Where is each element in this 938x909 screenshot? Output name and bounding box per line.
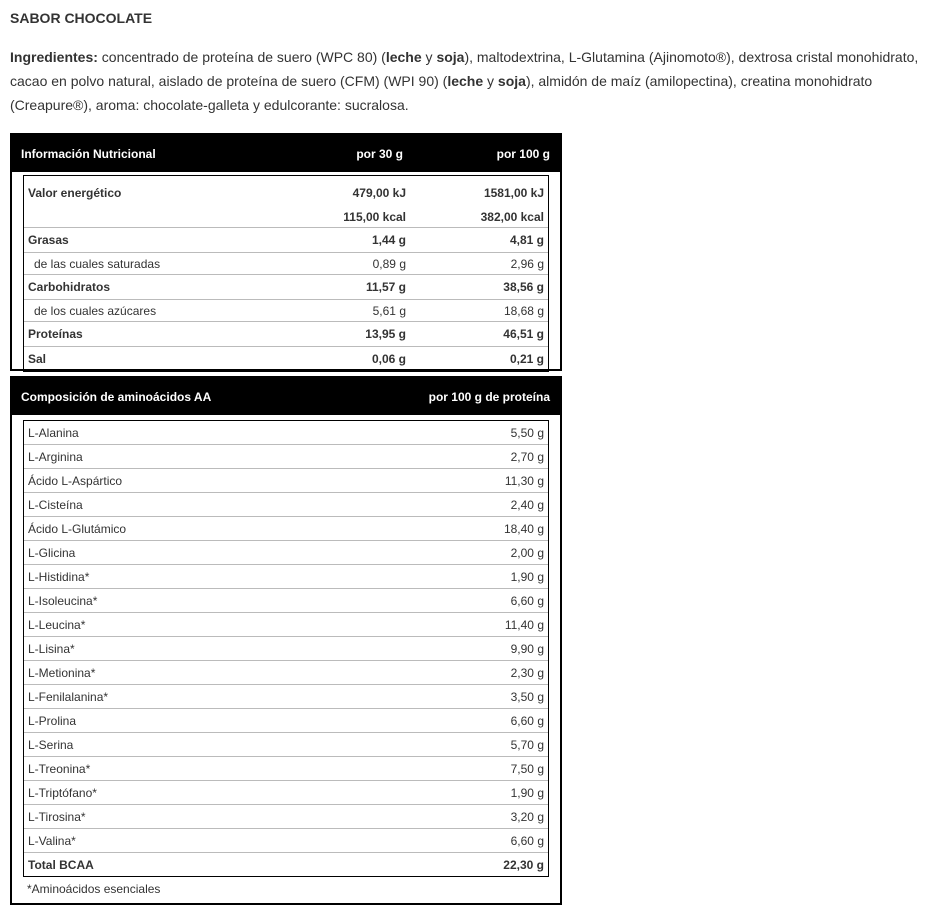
nutrition-row (24, 253, 548, 275)
amino-row (24, 493, 548, 517)
nutrient-value-per30: 1,44 g (371, 233, 406, 247)
flavor-title: SABOR CHOCOLATE (10, 10, 153, 26)
nutrient-name: Grasas (28, 233, 69, 247)
nutrient-value-per100: 46,51 g (503, 327, 544, 341)
amino-name: L-Isoleucina* (28, 593, 98, 608)
amino-value: 2,30 g (510, 665, 544, 680)
allergen-text: leche (385, 49, 422, 65)
amino-row (24, 517, 548, 541)
nutrition-table-body (23, 175, 549, 372)
nutrient-value-per30: 0,06 g (371, 352, 406, 366)
amino-name: L-Fenilalanina* (28, 689, 109, 704)
ingredients-text (10, 45, 935, 117)
nutrition-table (10, 133, 562, 371)
amino-row (24, 445, 548, 469)
ingredients-label: Ingredientes: (10, 49, 98, 65)
amino-row (24, 829, 548, 853)
amino-row (24, 421, 548, 445)
amino-header-per100: por 100 g de proteína (428, 389, 550, 404)
amino-row (24, 589, 548, 613)
allergen-text: soja (436, 49, 465, 65)
nutrition-row (24, 347, 548, 372)
amino-total-name: Total BCAA (28, 857, 94, 872)
amino-header-name: Composición de aminoácidos AA (21, 389, 212, 404)
amino-value: 6,60 g (510, 593, 544, 608)
nutrient-name: de los cuales azúcares (34, 303, 157, 318)
nutrient-value-per30: 11,57 g (365, 280, 406, 294)
amino-row (24, 805, 548, 829)
allergen-text: leche (447, 73, 484, 89)
nutrition-header-per100: por 100 g (496, 146, 550, 161)
amino-name: L-Leucina* (28, 617, 86, 632)
amino-name: L-Triptófano* (28, 785, 97, 800)
nutrient-value-per100: 4,81 g (509, 233, 544, 247)
nutrition-header-per30: por 30 g (356, 146, 403, 161)
nutrition-row (24, 206, 548, 228)
amino-name: L-Glicina (28, 545, 76, 560)
amino-row (24, 565, 548, 589)
nutrition-table-header (12, 135, 560, 172)
amino-value: 5,70 g (510, 737, 544, 752)
amino-name: L-Alanina (28, 425, 79, 440)
amino-row (24, 613, 548, 637)
amino-value: 3,20 g (510, 809, 544, 824)
amino-row (24, 709, 548, 733)
amino-row (24, 757, 548, 781)
nutrient-value-per30: 479,00 kJ (352, 186, 406, 200)
nutrition-row (24, 176, 548, 206)
amino-value: 11,40 g (504, 617, 544, 632)
nutrient-name: Sal (28, 352, 47, 366)
nutrient-value-per100: 382,00 kcal (480, 209, 544, 224)
nutrient-name: Carbohidratos (28, 280, 111, 294)
nutrition-row (24, 300, 548, 322)
nutrient-value-per30: 13,95 g (365, 327, 406, 341)
amino-value: 7,50 g (510, 761, 544, 776)
amino-value: 2,00 g (510, 545, 544, 560)
amino-row (24, 733, 548, 757)
amino-value: 2,40 g (510, 497, 544, 512)
ingredients-list (10, 49, 918, 113)
nutrient-value-per100: 0,21 g (509, 352, 544, 366)
nutrition-row (24, 322, 548, 347)
amino-value: 9,90 g (510, 641, 544, 656)
amino-value: 6,60 g (510, 833, 544, 848)
amino-value: 5,50 g (510, 425, 544, 440)
amino-name: L-Tirosina* (28, 809, 86, 824)
amino-table (10, 376, 562, 905)
amino-name: L-Prolina (28, 713, 77, 728)
amino-name: L-Serina (28, 737, 74, 752)
amino-value: 6,60 g (510, 713, 544, 728)
amino-row (24, 541, 548, 565)
amino-name: L-Lisina* (28, 641, 75, 656)
nutrient-value-per100: 38,56 g (503, 280, 544, 294)
amino-value: 11,30 g (504, 473, 544, 488)
nutrient-value-per100: 1581,00 kJ (483, 186, 544, 200)
amino-row (24, 661, 548, 685)
ingredients-segment: ), maltodextrina, L-Glutamina (Ajinomoto®), dextrosa cristal monohidrato, cacao en polvo natural, aislado de proteína de suero (CFM) (WPI 90) ( (10, 49, 919, 89)
amino-row (24, 685, 548, 709)
nutrient-value-per30: 115,00 kcal (343, 209, 406, 224)
ingredients-segment: concentrado de proteína de suero (WPC 80) ( (97, 49, 386, 65)
amino-name: Ácido L-Glutámico (28, 521, 127, 536)
amino-table-body (23, 420, 549, 877)
amino-value: 3,50 g (510, 689, 544, 704)
amino-name: Ácido L-Aspártico (28, 473, 123, 488)
amino-name: L-Metionina* (28, 665, 96, 680)
amino-value: 1,90 g (510, 569, 544, 584)
ingredients-segment: y (483, 73, 498, 89)
amino-name: L-Cisteína (28, 497, 83, 512)
nutrient-name: Proteínas (28, 327, 83, 341)
nutrition-header-name: Información Nutricional (21, 146, 156, 161)
amino-value: 1,90 g (510, 785, 544, 800)
ingredients-segment: y (421, 49, 437, 65)
amino-name: L-Valina* (28, 833, 76, 848)
nutrition-row (24, 275, 548, 300)
nutrient-value-per30: 0,89 g (372, 256, 406, 271)
nutrient-name: Valor energético (28, 186, 122, 200)
nutrition-row (24, 228, 548, 253)
amino-value: 2,70 g (510, 449, 544, 464)
nutrient-value-per100: 18,68 g (503, 303, 544, 318)
nutrient-name: de las cuales saturadas (34, 256, 161, 271)
amino-total-value: 22,30 g (503, 857, 544, 872)
ingredients-segment: ), almidón de maíz (amilopectina), creatina monohidrato (Creapure®), aroma: chocolate-galleta y edulcorante: sucralosa. (10, 73, 873, 113)
essential-amino-note: *Aminoácidos esenciales (27, 882, 161, 896)
amino-name: L-Treonina* (28, 761, 91, 776)
amino-total-row (24, 853, 548, 877)
amino-row (24, 781, 548, 805)
amino-name: L-Histidina* (28, 569, 90, 584)
nutrient-value-per30: 5,61 g (372, 303, 406, 318)
amino-row (24, 637, 548, 661)
allergen-text: soja (497, 73, 526, 89)
amino-row (24, 469, 548, 493)
amino-name: L-Arginina (28, 449, 83, 464)
amino-value: 18,40 g (503, 521, 544, 536)
nutrient-value-per100: 2,96 g (510, 256, 544, 271)
amino-table-header (12, 378, 560, 415)
